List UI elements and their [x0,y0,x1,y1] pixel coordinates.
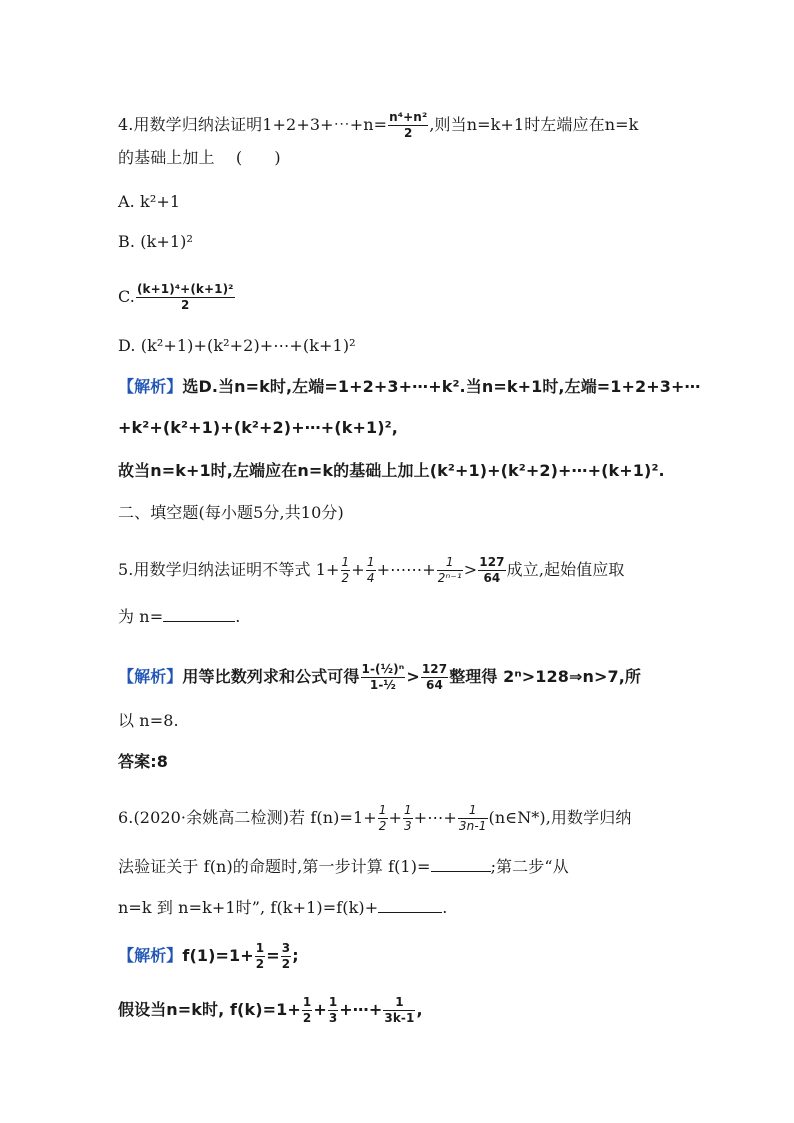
q4-option-d: D. (k²+1)+(k²+2)+⋯+(k+1)² [118,336,356,355]
q6-solution2-frac3-num: 1 [395,995,404,1009]
q6-solution2-frac2 [328,995,338,1026]
q6-frac-3-den: 3n-1 [458,819,487,833]
q5-frac-4 [478,555,505,586]
q6-stem-line2-tail: ;第二步“从 [490,857,569,876]
q5-stem-line2-text: 为 n= [118,607,164,626]
q6-frac-1-den: 2 [378,819,387,833]
q6-solution-frac2 [281,941,291,972]
q4-stem-line1 [118,110,638,141]
q5-stem-line2: 为 n= . [118,607,241,626]
q4-solution-tag: 【解析】 [118,377,183,396]
q6-solution-frac2-den: 2 [281,957,291,971]
q6-solution2-frac2-den: 3 [328,1011,338,1025]
q4-solution-text1: 选D.当n=k时,左端=1+2+3+⋯+k².当n=k+1时,左端=1+2+3+⋯ [182,377,701,396]
q6-stem-line3-end: . [442,898,448,917]
q6-solution-tag: 【解析】 [118,946,183,965]
q6-frac-1-num: 1 [378,803,387,817]
q6-frac-3-num: 1 [468,803,477,817]
q5-answer: 答案:8 [118,752,168,771]
q6-frac-2-den: 3 [404,819,412,833]
q4-fraction [388,110,428,141]
q5-solution-frac2-den: 64 [421,677,448,693]
q5-stem-tail: 成立,起始值应取 [506,560,625,579]
q5-gt: > [463,560,478,579]
section-title: 二、填空题(每小题5分,共10分) [118,503,344,522]
q6-solution-eq: = [266,946,280,965]
q4-option-c-denominator: 2 [136,297,235,313]
q5-frac-4-den: 64 [478,570,505,586]
q6-solution-frac1 [255,941,265,972]
q4-stem-line2: 的基础上加上 ( ) [118,148,281,167]
q5-frac-2-den: 4 [366,571,375,585]
q5-solution-fraction [361,662,406,693]
q6-solution-frac1-num: 1 [255,941,265,955]
q6-stem-line1: 6.(2020·余姚高二检测)若 f(n)=1+ $\frac{1}{2}$ + $\frac{1}{3}$ +⋯+ $\frac{1}{3n-1}$ (n∈N*),用数学归纳 [118,803,632,833]
q6-solution2-frac3-den: 3k-1 [384,1011,415,1025]
q6-blank-1 [431,857,491,872]
q5-answer-blank [163,607,235,622]
q5-frac-1-num: 1 [341,555,350,569]
q6-solution-line1 [118,941,299,972]
q4-option-b: B. (k+1)² [118,232,194,251]
q6-frac-2 [403,803,413,834]
q6-solution-line2: 假设当n=k时, f(k)=1+ $\frac{1}{2}$ + $\frac{1}{3}$ +⋯+ $\frac{1}{3k-1}$ , [118,995,423,1025]
q5-solution-text: 用等比数列求和公式可得 [182,667,360,686]
q6-stem-line3-text: n=k 到 n=k+1时”, f(k+1)=f(k)+ [118,898,379,917]
q4-option-c-fraction [136,282,235,313]
q5-frac-2 [366,555,376,586]
q6-solution-text2: 假设当n=k时, f(k)=1+ [118,1000,301,1019]
q5-frac-3 [437,555,463,586]
q5-solution-frac2 [421,662,448,693]
q6-solution-frac1-den: 2 [255,957,265,971]
q6-solution2-dots: +⋯+ [339,1000,383,1019]
q5-solution-line1: 【解析】用等比数列求和公式可得 $\frac{\text{1-(½)ⁿ}}{\text{1-½}}$ > $\frac{127}{64}$ 整理得 2ⁿ>128⇒n>7,所 [118,662,641,692]
q5-solution-num: 1-(½)ⁿ [361,662,405,676]
q6-stem-line3 [118,898,447,918]
q6-solution2-frac1 [302,995,312,1026]
q4-option-c-numerator: (k+1)⁴+(k+1)² [136,282,234,296]
q6-solution2-frac1-num: 1 [302,995,312,1009]
q6-dots: +⋯+ [413,808,457,827]
q4-solution-line1 [118,377,701,397]
q6-solution2-end: , [416,1000,423,1019]
q4-option-c-label: C. [118,287,135,306]
q6-solution-frac2-num: 3 [281,941,291,955]
q5-frac-4-num: 127 [479,555,505,569]
q5-frac-2-num: 1 [366,555,375,569]
q6-solution-end1: ; [292,946,299,965]
q6-stem-line2 [118,857,569,877]
q5-frac-3-num: 1 [445,555,454,569]
q5-solution-tail: 整理得 2ⁿ>128⇒n>7,所 [449,667,641,686]
q4-stem-tail: ,则当n=k+1时左端应在n=k [429,115,639,134]
q4-equals: = [373,115,388,134]
q4-option-c [118,282,236,313]
q6-solution2-frac1-den: 2 [302,1011,312,1025]
q5-stem-text: 5.用数学归纳法证明不等式 1+ [118,560,340,579]
q4-solution-line2: +k²+(k²+1)+(k²+2)+⋯+(k+1)², [118,418,398,437]
q4-frac-numerator: n⁴+n² [389,110,428,124]
q5-stem-line1: 5.用数学归纳法证明不等式 1+ $\frac{1}{2}$ + $\frac{1}{4}$ +⋯⋯+ $\frac{1}{\text{2ⁿ⁻¹}}$ > $\frac{127}{64}$ 成立,起始值应取 [118,555,625,585]
q6-frac-2-num: 1 [404,803,412,817]
q5-solution-den: 1-½ [361,677,406,693]
q6-blank-2 [378,898,442,913]
q6-frac-1 [378,803,388,834]
q6-frac-3 [458,803,488,834]
q6-stem-line2-text: 法验证关于 f(n)的命题时,第一步计算 f(1)= [118,857,431,876]
q6-stem-tail: (n∈N*),用数学归纳 [488,808,632,827]
q5-solution-tag: 【解析】 [118,667,183,686]
q4-stem-text: 4.用数学归纳法证明1+2+3+⋯+n [118,115,374,134]
q5-solution-line2: 以 n=8. [118,711,179,730]
q6-solution2-frac2-num: 1 [328,995,338,1009]
q5-frac-1 [341,555,351,586]
q4-frac-denominator: 2 [388,125,428,141]
q6-solution2-frac3 [383,995,415,1026]
q6-solution-text1: f(1)=1+ [182,946,254,965]
q4-option-a: A. k²+1 [118,192,181,211]
q5-dots: +⋯⋯+ [376,560,436,579]
q5-solution-frac2-num: 127 [421,662,448,676]
q4-solution-line3: 故当n=k+1时,左端应在n=k的基础上加上(k²+1)+(k²+2)+⋯+(k+1)². [118,461,665,480]
q5-frac-1-den: 2 [341,571,350,585]
q6-stem-text: 6.(2020·余姚高二检测)若 f(n)=1+ [118,808,377,827]
q5-frac-3-den: 2ⁿ⁻¹ [437,571,462,585]
